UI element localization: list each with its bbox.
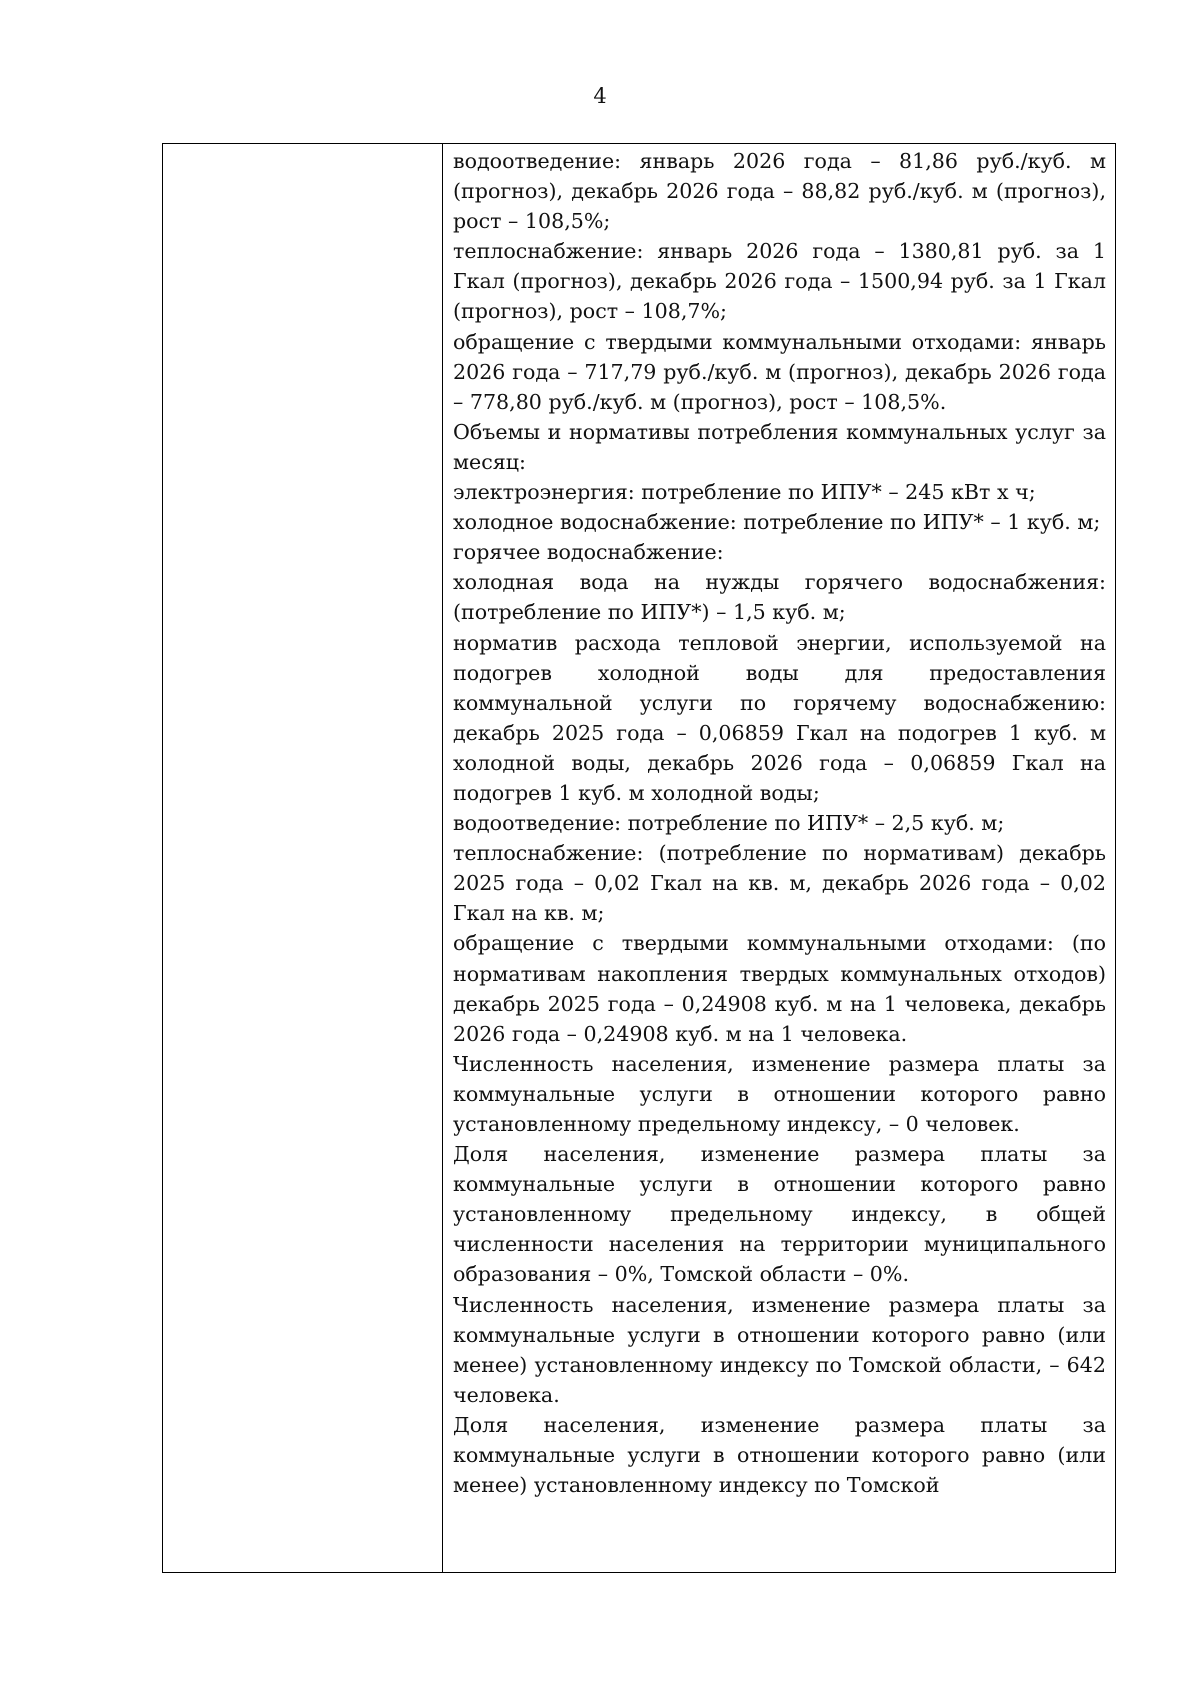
paragraph-water-disposal-volume: водоотведение: потребление по ИПУ* – 2,5 куб. м; <box>453 811 1005 836</box>
paragraph-cold-water-for-hot: холодная вода на нужды горячего водоснабжения: (потребление по ИПУ*) – 1,5 куб. м; <box>453 570 1106 625</box>
page-number: 4 <box>593 84 607 108</box>
paragraph-heat-supply-tariff: теплоснабжение: январь 2026 года – 1380,81 руб. за 1 Гкал (прогноз), декабрь 2026 года – 1500,94 руб. за 1 Гкал (прогноз), рост – 108,7%; <box>453 239 1106 324</box>
paragraph-heat-norm: норматив расхода тепловой энергии, используемой на подогрев холодной воды для предоставления коммунальной услуги по горячему водоснабжению: декабрь 2025 года – 0,06859 Гкал на подогрев 1 куб. м холодной воды, декабрь 2026 года – 0,06859 Гкал на подогрев 1 куб. м холодной воды; <box>453 630 1106 805</box>
table-row <box>163 144 1116 1573</box>
paragraph-share-equal-limit: Доля населения, изменение размера платы за коммунальные услуги в отношении которого равно установленному предельному индексу, в общей численности населения на территории муниципального образования – 0%, Томской области – 0%. <box>453 1142 1106 1287</box>
paragraph-heat-supply-volume: теплоснабжение: (потребление по нормативам) декабрь 2025 года – 0,02 Гкал на кв. м, декабрь 2026 года – 0,02 Гкал на кв. м; <box>453 841 1106 926</box>
paragraph-solid-waste-volume: обращение с твердыми коммунальными отходами: (по нормативам накопления твердых коммунальных отходов) декабрь 2025 года – 0,24908 куб. м на 1 человека, декабрь 2026 года – 0,24908 куб. м на 1 человека. <box>453 931 1106 1046</box>
paragraph-population-less-index: Численность населения, изменение размера платы за коммунальные услуги в отношении которого равно (или менее) установленному индексу по Томской области, – 642 человека. <box>453 1292 1106 1407</box>
table-cell-right <box>443 144 1116 1573</box>
paragraph-population-equal-limit: Численность населения, изменение размера платы за коммунальные услуги в отношении которого равно установленному предельному индексу, – 0 человек. <box>453 1051 1106 1136</box>
paragraph-electricity: электроэнергия: потребление по ИПУ* – 245 кВт х ч; <box>453 480 1036 505</box>
paragraph-solid-waste-tariff: обращение с твердыми коммунальными отходами: январь 2026 года – 717,79 руб./куб. м (прогноз), декабрь 2026 года – 778,80 руб./куб. м (прогноз), рост – 108,5%. <box>453 329 1106 414</box>
paragraph-hot-water-heading: горячее водоснабжение: <box>453 540 724 565</box>
document-table <box>162 143 1116 1573</box>
paragraph-volumes-heading: Объемы и нормативы потребления коммунальных услуг за месяц: <box>453 419 1106 474</box>
table-cell-left <box>163 144 443 1573</box>
paragraph-cold-water: холодное водоснабжение: потребление по ИПУ* – 1 куб. м; <box>453 510 1101 535</box>
paragraph-share-less-index: Доля населения, изменение размера платы за коммунальные услуги в отношении которого равно (или менее) установленному индексу по Томской <box>453 1412 1106 1498</box>
cell-text-block <box>443 144 1115 1570</box>
paragraph-water-disposal-tariff: водоотведение: январь 2026 года – 81,86 руб./куб. м (прогноз), декабрь 2026 года – 88,82 руб./куб. м (прогноз), рост – 108,5%; <box>453 149 1106 234</box>
